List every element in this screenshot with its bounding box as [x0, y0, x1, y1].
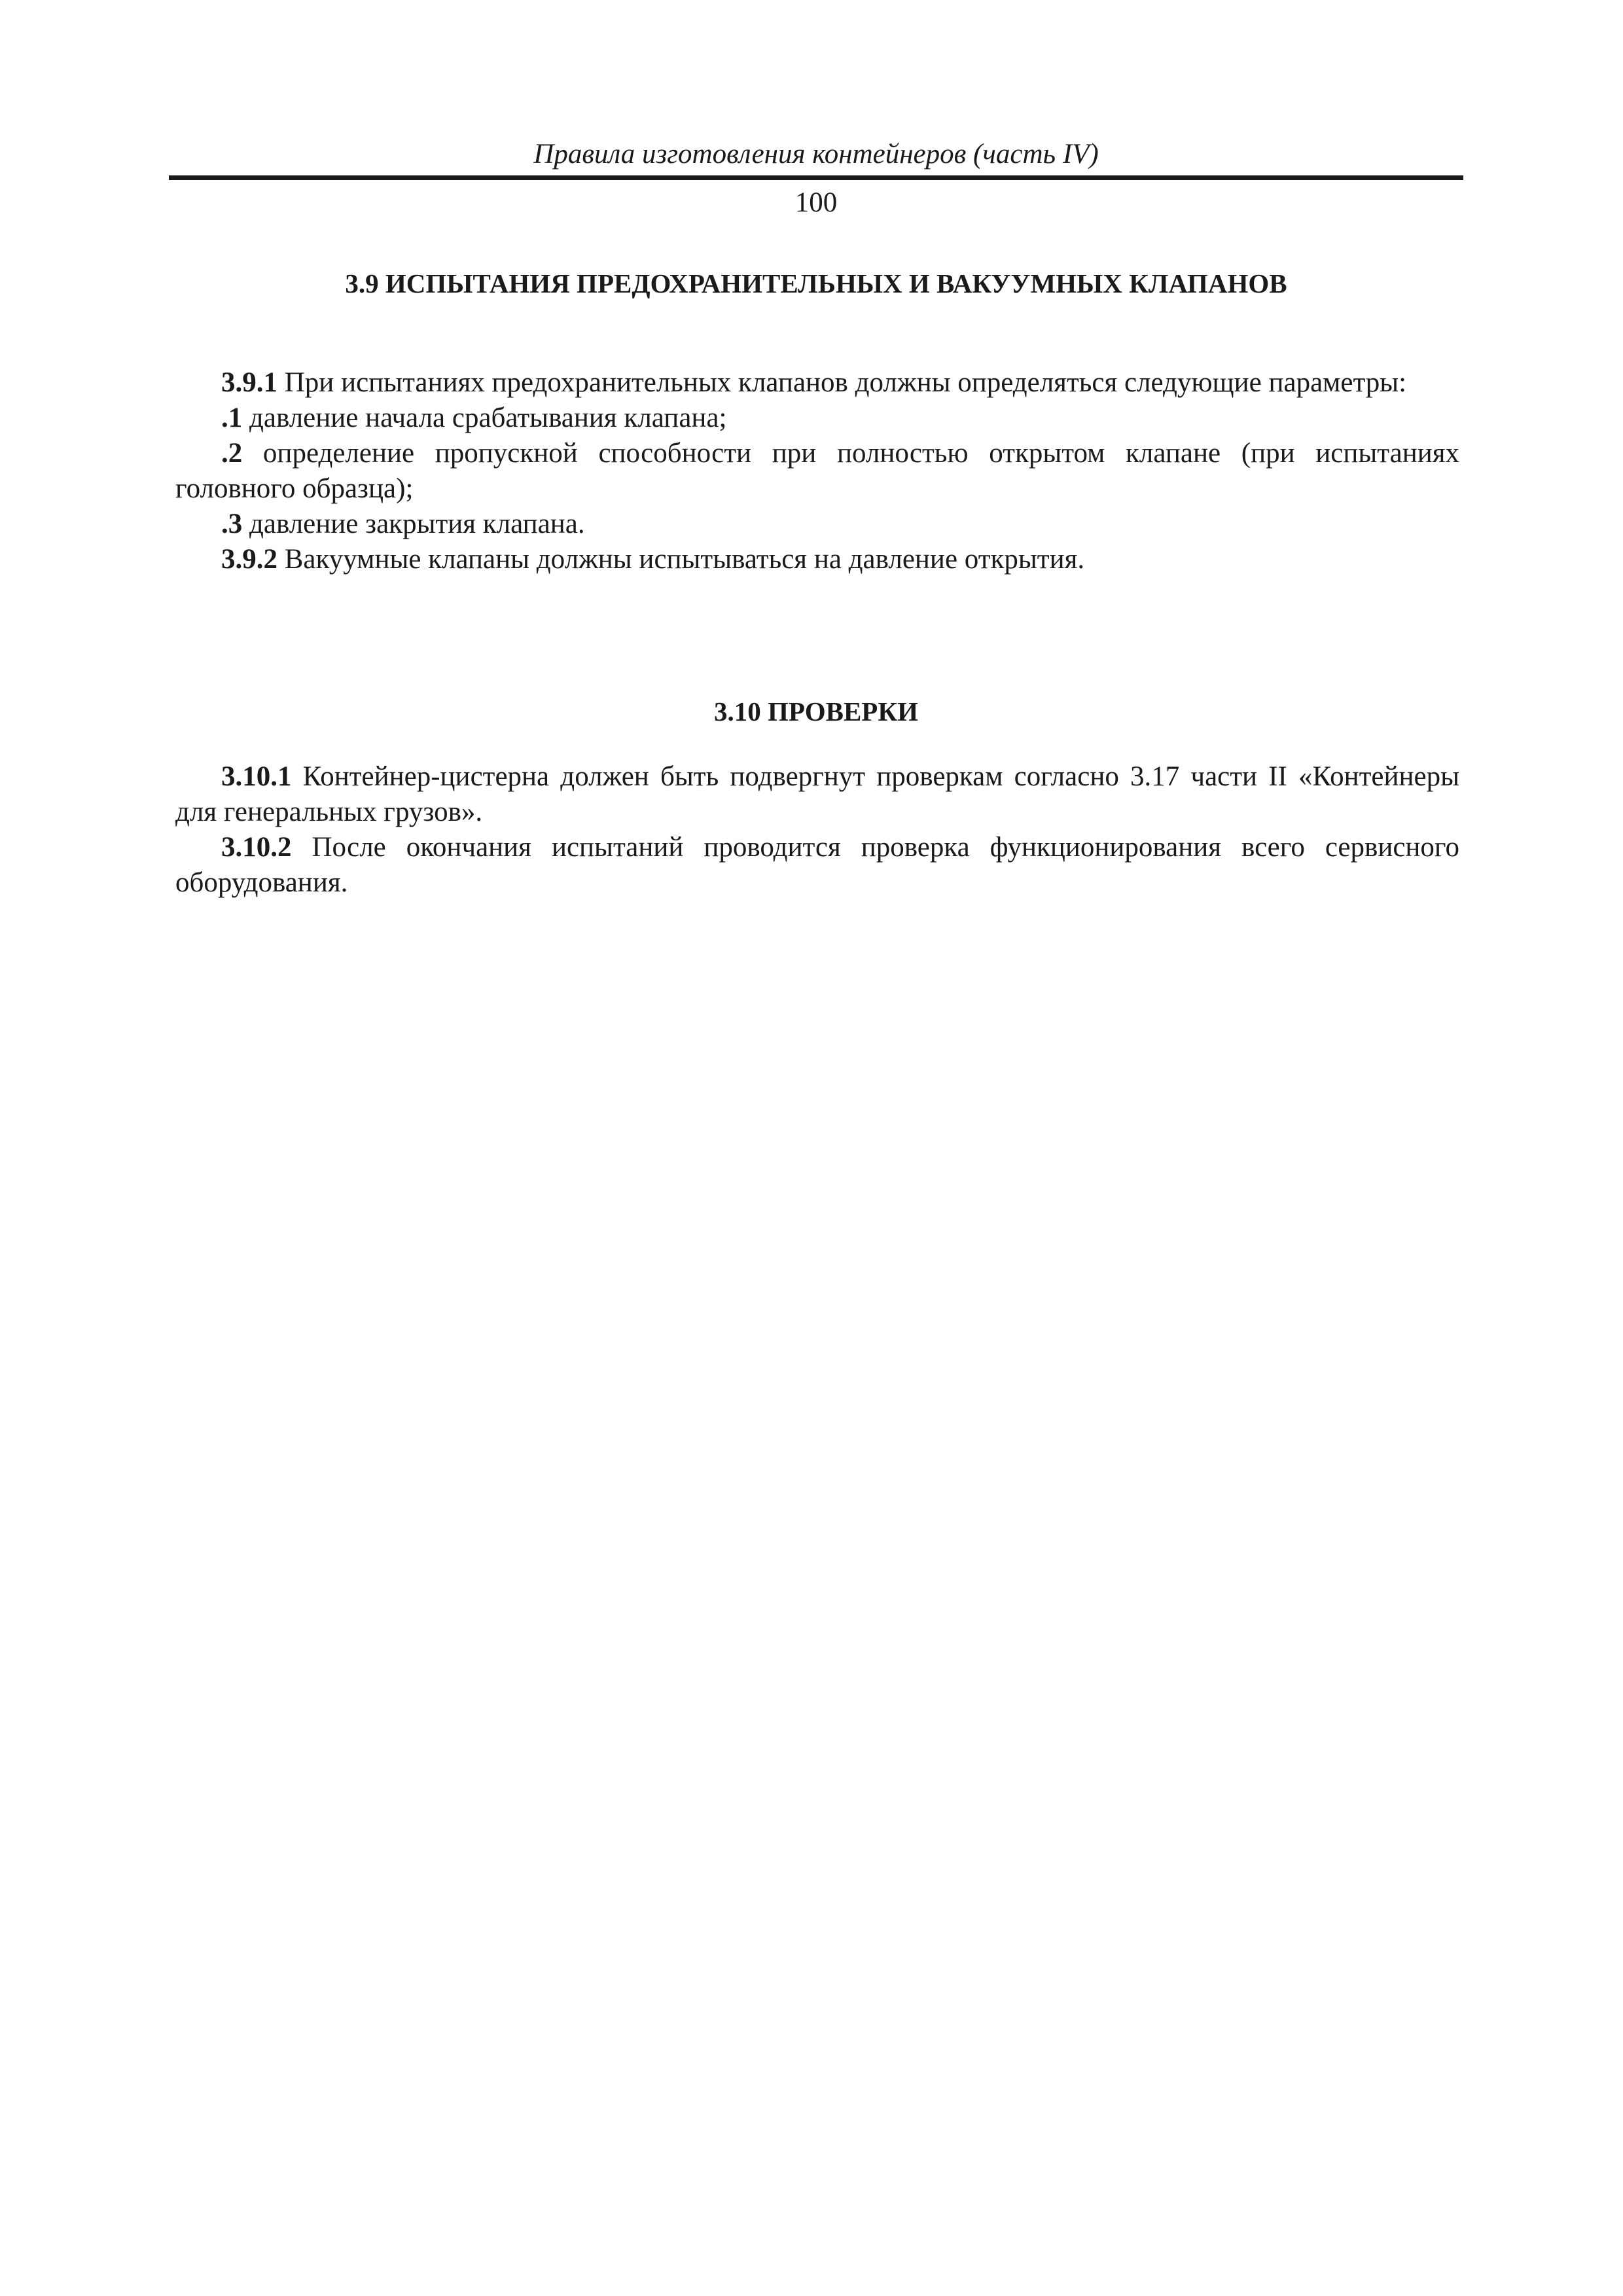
section-3-9-body: [175, 365, 1459, 577]
list-item-1: [175, 401, 1459, 436]
running-header-title: Правила изготовления контейнеров (часть IV): [533, 139, 1099, 170]
header-rule: [169, 175, 1463, 180]
paragraph-number: 3.10.2: [221, 832, 292, 863]
list-item-number: .2: [221, 438, 243, 469]
list-item-text: давление начала срабатывания клапана;: [242, 403, 727, 433]
paragraph-text: При испытаниях предохранительных клапанов должны определяться следующие параметры:: [277, 367, 1407, 398]
list-item-number: .1: [221, 403, 243, 433]
paragraph-number: 3.10.1: [221, 761, 292, 792]
paragraph-number: 3.9.1: [221, 367, 277, 398]
paragraph-3-9-2: [175, 542, 1459, 577]
paragraph-number: 3.9.2: [221, 544, 277, 575]
paragraph-text: Контейнер-цистерна должен быть подвергнут проверкам согласно 3.17 части II «Контейнеры для генеральных грузов».: [175, 761, 1459, 827]
section-3-10-body: [175, 759, 1459, 901]
list-item-text: давление закрытия клапана.: [242, 509, 585, 539]
list-item-text: определение пропускной способности при полностью открытом клапане (при испытаниях головного образца);: [175, 438, 1459, 504]
section-3-10-heading: 3.10 ПРОВЕРКИ: [714, 696, 918, 726]
list-item-3: [175, 507, 1459, 542]
section-3-9-heading: 3.9 ИСПЫТАНИЯ ПРЕДОХРАНИТЕЛЬНЫХ И ВАКУУМНЫХ КЛАПАНОВ: [345, 268, 1287, 298]
paragraph-3-9-1: [175, 365, 1459, 401]
list-item-2: [175, 436, 1459, 507]
paragraph-3-10-2: [175, 830, 1459, 901]
page-number: 100: [794, 187, 838, 218]
paragraph-text: Вакуумные клапаны должны испытываться на давление открытия.: [277, 544, 1085, 575]
paragraph-text: После окончания испытаний проводится проверка функционирования всего сервисного оборудования.: [175, 832, 1459, 898]
paragraph-3-10-1: [175, 759, 1459, 830]
list-item-number: .3: [221, 509, 243, 539]
